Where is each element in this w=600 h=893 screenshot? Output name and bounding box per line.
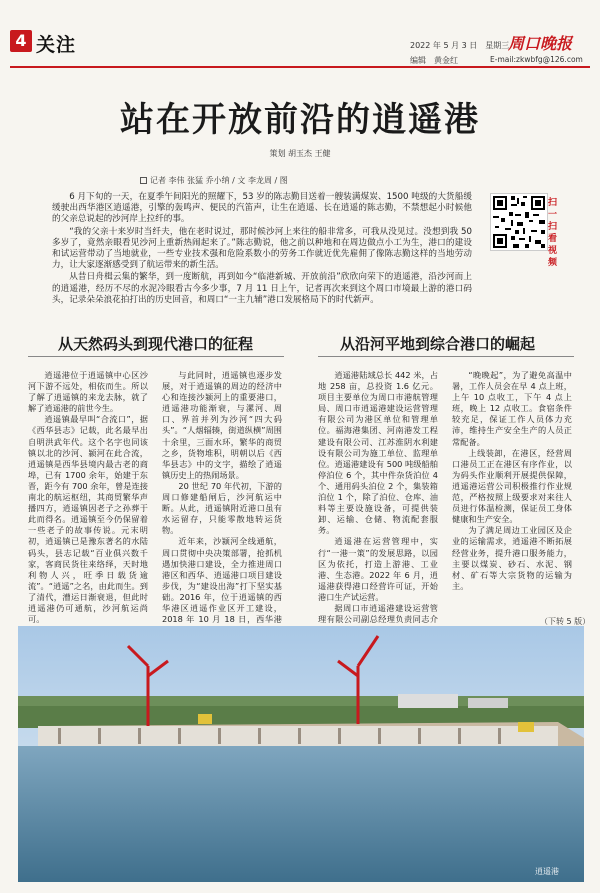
column-paragraph: 上线装卸，在港区，经营周口港员工正在港区有序作业，以为码头作业顺利开展提供保障，逍遥港运营公司积极推行作业规范，严格按照上级要求对来往人员进行体温检测，保证员工身体健康和生产安全。	[452, 447, 572, 525]
qr-scan-label: 扫一扫看视频	[548, 198, 558, 268]
subhead-divider	[28, 356, 284, 357]
column-paragraph: 与此同时，逍遥镇也逐步发展，对于逍遥镇的周边的经济中心和连接沙颍河上的重要港口，逍遥港功能渐衰，与漯河、周口、界首并列为沙河“四大码头”。“人烟辐辏，街道纵横”周围十余里，三面水环，繁华的商贸之乡，货物堆积，明朝以后《西华县志》中的文字，描绘了逍遥镇历史上的热闹场景。	[162, 370, 282, 480]
header-divider	[10, 66, 590, 68]
issue-date: 2022 年 5 月 3 日 星期三	[410, 41, 510, 50]
masthead-logo: 周口晚报	[508, 34, 573, 53]
column-paragraph: “晚晚起”，为了避免高温中暑，工作人员会在早 4 点上班，上午 10 点收工，下午 4 点上班，晚上 12 点收工。食宿条件较充足，保证工作人员体力充沛，维持生产安全生产的人员正常配备。	[452, 370, 572, 447]
headline: 站在开放前沿的逍遥港	[120, 100, 480, 140]
article-column-2	[162, 370, 282, 658]
column-paragraph: 为了满足周边工业园区及企业的运输需求，逍遥港不断拓展经营业务，提升港口服务能力，主要以煤炭、砂石、水泥、钢材、矿石等大宗货物的运输为主。	[452, 525, 572, 591]
column-paragraph: 逍遥镇最早叫“合流口”，据《西华县志》记载，此名最早出自明洪武年代。这个名字也同该镇以北的沙河、颍河在此合流，逍遥镇是西华县境内最古老的商埠，已有 1700 余年，始建于东晋，距今有 700 余年，曾是连接南北的航运枢纽，其商贸繁华声播四方，逍遥镇因老子之孙葬于此而得名。逍遥镇至今仍保留着一些老子的故事传说。元末明初，逍遥镇已是豫东著名的水陆码头，县志记载“百业俱兴数千家，客商民货往来络绎，天时地利物人兴，旺季日载货逾流”。“逍遥”之名，由此而生。到了清代，漕运日渐衰退，但此时逍遥港仍可通航，沙河航运尚可。	[28, 414, 148, 625]
page-number: 4	[10, 30, 32, 52]
photo-tag: 逍遥港	[535, 867, 559, 876]
intro-paragraph: 从昔日舟楫云集的繁华，到一度断航，再到如今“临港新城、开放前沿”欣欣向荣下的逍遥港，沿沙河而上的逍遥港，经历不尽的水泥冷眼看古今多少事，7 月 11 日上午，记者再次来到这个周口市境最上游的港口码头，记录朵朵浪花拍打出的历史回音，和周口“一主九辅”港口发展格局下的时代新声。	[52, 272, 472, 305]
column-paragraph: 20 世纪 70 年代初，下游的周口修建船闸后，沙河航运中断。从此，逍遥镇附近港口虽有水运留存，只能零散地转运货物。	[162, 480, 282, 536]
email-address: E-mail:zkwbfg@126.com	[490, 55, 583, 64]
column-paragraph: 逍遥港在运营管理中，实行“一港一策”的发展思路，以园区为依托，打造上游港、工业港、生态港。2022 年 6 月，逍遥港获得港口经营许可证，开始港口生产试运营。	[318, 536, 438, 602]
editor-credit: 编辑 黄金红	[410, 56, 458, 65]
column-paragraph: 逍遥港陆域总长 442 米，占地 258 亩，总投资 1.6 亿元。项目主要单位为周口市港航管理局、周口市逍遥港建设运营管理有限公司为港区单位和管理单位。福海港集团、河南港发工程建设有限公司、江苏淮阴水利建设有限公司为施工单位、监理单位。逍遥港建设有 500 吨级船舶停泊位 6 个，其中件杂货泊位 4 个、通用码头泊位 2 个，集装箱泊位 1 个，除了泊位、仓库、油料等主要设施设备，可提供装卸、运输、仓储、物流配套服务。	[318, 370, 438, 536]
photo-credit: 记者 李伟 张猛 乔小纳 / 文 李龙周 / 图	[140, 175, 540, 186]
intro-paragraph: “我的父亲十来岁时当纤夫，他在老时说过，那时候沙河上来往的船非常多，可我从没见过。没想到我 50 多岁了，竟然亲眼看见沙河上重新热闹起来了。”陈志勤说，他之前以种地和在周边做点小工为生，港口的建设和试运营带动了当地就业，一些专业技术强和危险系数小的劳务工作就近优先雇佣了像陈志勤这样的当地劳动力，让大家逐渐感受到了航运带来的新生活。	[52, 226, 472, 271]
port-photo	[18, 626, 584, 882]
port-photo-illustration	[18, 626, 584, 882]
subhead-divider	[318, 356, 574, 357]
byline: 策划 胡玉杰 王健	[269, 149, 331, 158]
qr-code-icon	[491, 194, 547, 250]
column-paragraph: 逍遥港位于逍遥镇中心区沙河下游不远处，相依而生。所以了解了逍遥镇的来龙去脉，就了解了逍遥港的前世今生。	[28, 370, 148, 414]
article-column-1	[28, 370, 148, 625]
subhead-left: 从天然码头到现代港口的征程	[58, 335, 254, 353]
intro-text	[52, 192, 472, 307]
qr-code[interactable]	[490, 193, 548, 251]
subhead-right: 从沿河平地到综合港口的崛起	[340, 335, 536, 353]
continued-note: （下转 5 版）	[540, 617, 591, 626]
article-column-4	[452, 370, 572, 592]
section-title: 关注	[36, 34, 77, 56]
column-paragraph: 近年来，沙颍河全线通航，周口贯彻中央决策部署，抢抓机遇加快港口建设，全力推进周口港区和西华、逍遥港口项目建设步伐，为“建设出海”打下坚实基础。2016 年，位于逍遥镇的西华港区逍遥作业区开工建设，2018 年 10 月 18 日，西华港	[162, 536, 282, 625]
intro-paragraph: 6 月下旬的一天，在夏季午间阳光的照耀下，53 岁的陈志勤目送着一艘装满煤炭、1500 吨级的大货船缓缓驶出西华港区逍遥港，引擎的轰鸣声、便民的汽笛声，让生在逍遥、长在逍遥的陈志勤，不禁想起小时候他的父亲总说起的沙河岸上拉纤的事。	[52, 192, 472, 225]
column-paragraph: 据周口市逍遥港建设运营管理有限公司副总经理负责同志介	[318, 602, 438, 625]
